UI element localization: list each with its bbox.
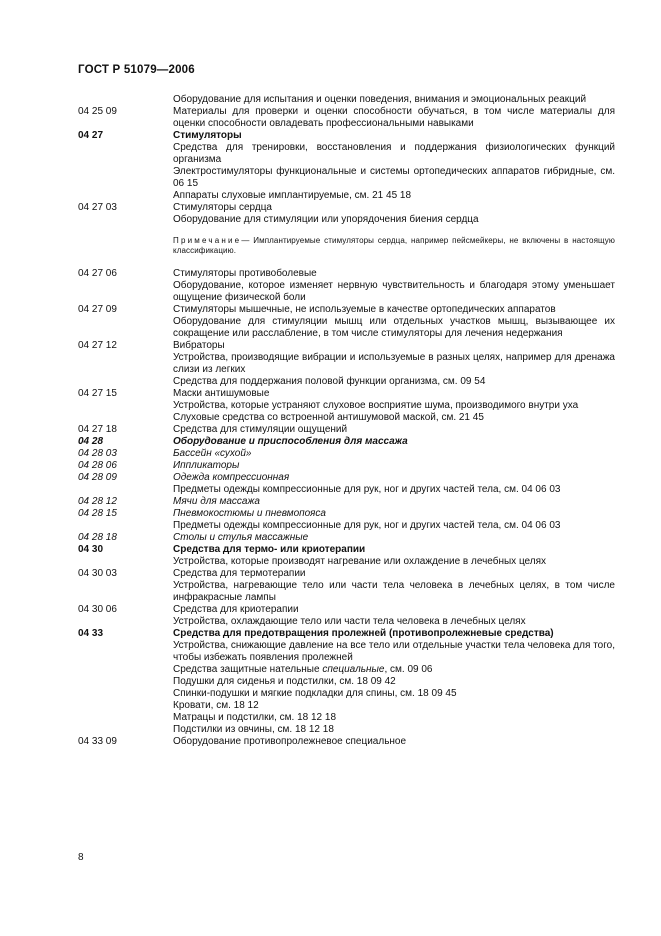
note-text — [173, 226, 615, 268]
entry-text: Бассейн «сухой» — [173, 448, 252, 459]
classification-entry — [0, 700, 661, 712]
entry-text: Кровати, см. 18 12 — [173, 700, 259, 711]
entry-text: Подушки для сиденья и подстилки, см. 18 09 42 — [173, 676, 396, 687]
document-header: ГОСТ Р 51079—2006 — [78, 64, 195, 76]
entry-text: Устройства, охлаждающие тело или части тела человека в лечебных целях — [173, 616, 526, 627]
entry-text: Предметы одежды компрессионные для рук, ног и других частей тела, см. 04 06 03 — [173, 520, 561, 531]
classification-entry — [0, 664, 661, 676]
classification-entry — [0, 568, 661, 580]
classification-entry — [0, 400, 661, 412]
entry-code: 04 33 — [78, 628, 104, 639]
entry-text: Иппликаторы — [173, 460, 240, 471]
entry-code: 04 28 06 — [78, 460, 117, 471]
entry-code: 04 25 09 — [78, 106, 117, 117]
entry-text: Оборудование для испытания и оценки поведения, внимания и эмоциональных реакций — [173, 94, 587, 105]
note — [0, 226, 661, 268]
entry-code: 04 28 — [78, 436, 104, 447]
entry-text-part: , см. 09 06 — [384, 664, 433, 675]
classification-entry — [0, 544, 661, 556]
classification-entry — [0, 94, 661, 106]
entry-code: 04 27 12 — [78, 340, 117, 351]
classification-entry — [0, 106, 661, 130]
entry-text: Стимуляторы противоболевые — [173, 268, 317, 279]
classification-entry — [0, 388, 661, 400]
entry-code: 04 27 18 — [78, 424, 117, 435]
classification-entries — [0, 94, 661, 748]
entry-text: Подстилки из овчины, см. 18 12 18 — [173, 724, 334, 735]
classification-entry — [0, 448, 661, 460]
classification-entry — [0, 412, 661, 424]
entry-text: Средства для стимуляции ощущений — [173, 424, 348, 435]
entry-text: Стимуляторы — [173, 130, 242, 141]
classification-entry — [0, 496, 661, 508]
entry-text: Средства для термо- или криотерапии — [173, 544, 366, 555]
entry-text: Матрацы и подстилки, см. 18 12 18 — [173, 712, 337, 723]
classification-entry — [0, 376, 661, 388]
entry-code: 04 27 — [78, 130, 104, 141]
entry-code: 04 30 — [78, 544, 104, 555]
entry-text: Предметы одежды компрессионные для рук, ног и других частей тела, см. 04 06 03 — [173, 484, 561, 495]
entry-text: Устройства, которые устраняют слуховое восприятие шума, производимого внутри уха — [173, 400, 579, 411]
entry-text: Оборудование и приспособления для массажа — [173, 436, 408, 447]
entry-code: 04 30 06 — [78, 604, 117, 615]
classification-entry — [0, 484, 661, 496]
entry-text: Устройства, которые производят нагревание или охлаждение в лечебных целях — [173, 556, 547, 567]
note-body: — Имплантируемые стимуляторы сердца, например пейсмейкеры, не включены в настоящую классификацию. — [173, 236, 615, 255]
entry-text: Оборудование для стимуляции мышц или отдельных участков мышц, вызывающее их сокращение или расслабление, в том числе стимуляторы для лечения недержания — [173, 316, 615, 339]
entry-text: Пневмокостюмы и пневмопояса — [173, 508, 326, 519]
classification-entry — [0, 142, 661, 166]
classification-entry — [0, 628, 661, 640]
entry-text: Стимуляторы мышечные, не используемые в качестве ортопедических аппаратов — [173, 304, 556, 315]
classification-entry — [0, 688, 661, 700]
classification-entry — [0, 352, 661, 376]
entry-code: 04 28 15 — [78, 508, 117, 519]
entry-code: 04 28 09 — [78, 472, 117, 483]
classification-entry — [0, 460, 661, 472]
classification-entry — [0, 640, 661, 664]
entry-text: Оборудование противопролежневое специальное — [173, 736, 407, 747]
entry-text: Оборудование для стимуляции или упорядочения биения сердца — [173, 214, 479, 225]
classification-entry — [0, 616, 661, 628]
classification-entry — [0, 436, 661, 448]
classification-entry — [0, 520, 661, 532]
entry-text: Маски антишумовые — [173, 388, 270, 399]
classification-entry — [0, 304, 661, 316]
classification-entry — [0, 424, 661, 436]
entry-text: Аппараты слуховые имплантируемые, см. 21 45 18 — [173, 190, 412, 201]
classification-entry — [0, 472, 661, 484]
entry-code: 04 28 12 — [78, 496, 117, 507]
entry-text: Средства для предотвращения пролежней (противопролежневые средства) — [173, 628, 554, 639]
classification-entry — [0, 280, 661, 304]
entry-code: 04 27 15 — [78, 388, 117, 399]
entry-text: Средства для термотерапии — [173, 568, 306, 579]
classification-entry — [0, 556, 661, 568]
classification-entry — [0, 202, 661, 214]
classification-entry — [0, 340, 661, 352]
classification-entry — [0, 676, 661, 688]
entry-text: Столы и стулья массажные — [173, 532, 309, 543]
entry-text: Средства для тренировки, восстановления и поддержания физиологических функций организма — [173, 142, 615, 165]
entry-text: Устройства, нагревающие тело или части тела человека в лечебных целях, в том числе инфракрасные лампы — [173, 580, 615, 603]
entry-code: 04 30 03 — [78, 568, 117, 579]
classification-entry — [0, 190, 661, 202]
entry-text: Средства для поддержания половой функции организма, см. 09 54 — [173, 376, 486, 387]
entry-text: Стимуляторы сердца — [173, 202, 272, 213]
classification-entry — [0, 508, 661, 520]
entry-text: Вибраторы — [173, 340, 225, 351]
classification-entry — [0, 580, 661, 604]
classification-entry — [0, 130, 661, 142]
entry-text: Устройства, снижающие давление на все тело или отдельные участки тела человека для того, чтобы избежать появления пролежней — [173, 640, 615, 663]
entry-code: 04 27 09 — [78, 304, 117, 315]
classification-entry — [0, 604, 661, 616]
entry-text: Мячи для массажа — [173, 496, 260, 507]
note-label: Примечание — [173, 236, 242, 245]
entry-text: Оборудование, которое изменяет нервную чувствительность и благодаря этому уменьшает ощущение физической боли — [173, 280, 615, 303]
entry-text-part: Средства защитные нательные — [173, 664, 323, 675]
page-number: 8 — [78, 852, 84, 863]
entry-code: 04 33 09 — [78, 736, 117, 747]
entry-code: 04 28 18 — [78, 532, 117, 543]
entry-text: Устройства, производящие вибрации и используемые в разных целях, например для дренажа слизи из легких — [173, 352, 615, 375]
entry-text: Электростимуляторы функциональные и системы ортопедических аппаратов гибридные, см. 06 15 — [173, 166, 615, 189]
entry-text: Средства для криотерапии — [173, 604, 299, 615]
entry-text — [173, 664, 615, 676]
entry-text: Слуховые средства со встроенной антишумовой маской, см. 21 45 — [173, 412, 484, 423]
entry-text-part: специальные — [322, 664, 385, 675]
classification-entry — [0, 532, 661, 544]
classification-entry — [0, 736, 661, 748]
classification-entry — [0, 268, 661, 280]
entry-code: 04 27 03 — [78, 202, 117, 213]
entry-text: Материалы для проверки и оценки способности обучаться, в том числе материалы для оценки способности овладевать профессиональными навыками — [173, 106, 615, 129]
classification-entry — [0, 712, 661, 724]
entry-code: 04 27 06 — [78, 268, 117, 279]
entry-code: 04 28 03 — [78, 448, 117, 459]
entry-text: Спинки-подушки и мягкие подкладки для спины, см. 18 09 45 — [173, 688, 457, 699]
entry-text: Одежда компрессионная — [173, 472, 290, 483]
classification-entry — [0, 214, 661, 226]
classification-entry — [0, 316, 661, 340]
classification-entry — [0, 166, 661, 190]
classification-entry — [0, 724, 661, 736]
